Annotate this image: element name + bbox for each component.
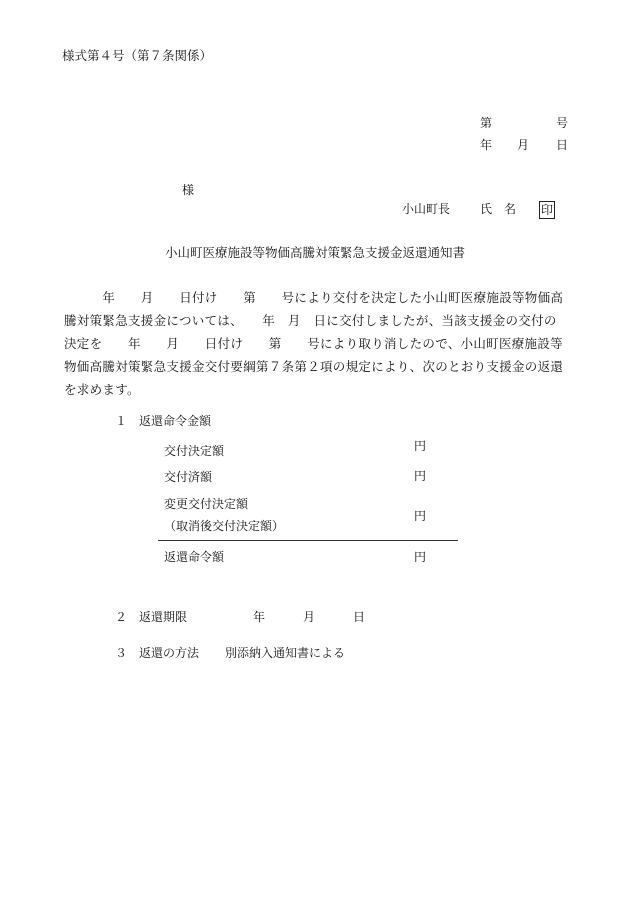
issue-date-year: 年 [480, 138, 493, 152]
issue-date-day: 日 [556, 138, 569, 152]
body-line: 騰対策緊急支援金については、 年 月 日に交付しましたが、当該支援金の交付の [64, 313, 557, 328]
section2-label: 返還期限 [139, 610, 188, 624]
seal-mark [539, 201, 555, 219]
granted-amount-label: 交付済額 [164, 470, 213, 484]
return-method-value: 別添納入通知書による [225, 646, 346, 660]
section2-number: ２ [115, 610, 128, 624]
seal-label: 印 [541, 203, 554, 217]
section1-label: 返還命令金額 [139, 414, 212, 428]
granted-amount-unit: 円 [414, 469, 427, 483]
section1-number: １ [115, 414, 128, 428]
total-divider-line [158, 540, 458, 541]
sender-title: 小山町長 [402, 202, 451, 216]
changed-decision-amount-unit: 円 [414, 509, 427, 523]
issue-date-month: 月 [517, 138, 530, 152]
section3-label: 返還の方法 [139, 646, 200, 660]
doc-number-suffix: 号 [556, 116, 569, 130]
return-order-amount-unit: 円 [414, 550, 427, 564]
addressee-suffix: 様 [182, 183, 195, 197]
return-order-amount-label: 返還命令額 [164, 550, 225, 564]
grant-decision-amount-label: 交付決定額 [164, 444, 225, 458]
body-line: 年 月 日付け 第 号により交付を決定した小山町医療施設等物価高 [64, 290, 564, 305]
body-line: 物価高騰対策緊急支援金交付要綱第７条第２項の規定により、次のとおり支援金の返還 [64, 359, 564, 374]
grant-decision-amount-unit: 円 [414, 439, 427, 453]
deadline-month: 月 [303, 610, 316, 624]
changed-decision-amount-label: 変更交付決定額 [164, 497, 249, 511]
sender-name-label: 氏 名 [480, 202, 517, 216]
body-line: 決定を 年 月 日付け 第 号により取り消したので、小山町医療施設等 [64, 336, 563, 351]
body-line: を求めます。 [64, 382, 140, 397]
doc-number-prefix: 第 [480, 116, 493, 130]
document-title: 小山町医療施設等物価高騰対策緊急支援金返還通知書 [165, 245, 466, 260]
deadline-year: 年 [253, 610, 266, 624]
deadline-day: 日 [353, 610, 366, 624]
changed-decision-amount-sublabel: （取消後交付決定額） [164, 519, 285, 533]
section3-number: ３ [115, 646, 128, 660]
body-paragraph [64, 286, 584, 401]
form-number: 様式第４号（第７条関係） [62, 48, 213, 63]
